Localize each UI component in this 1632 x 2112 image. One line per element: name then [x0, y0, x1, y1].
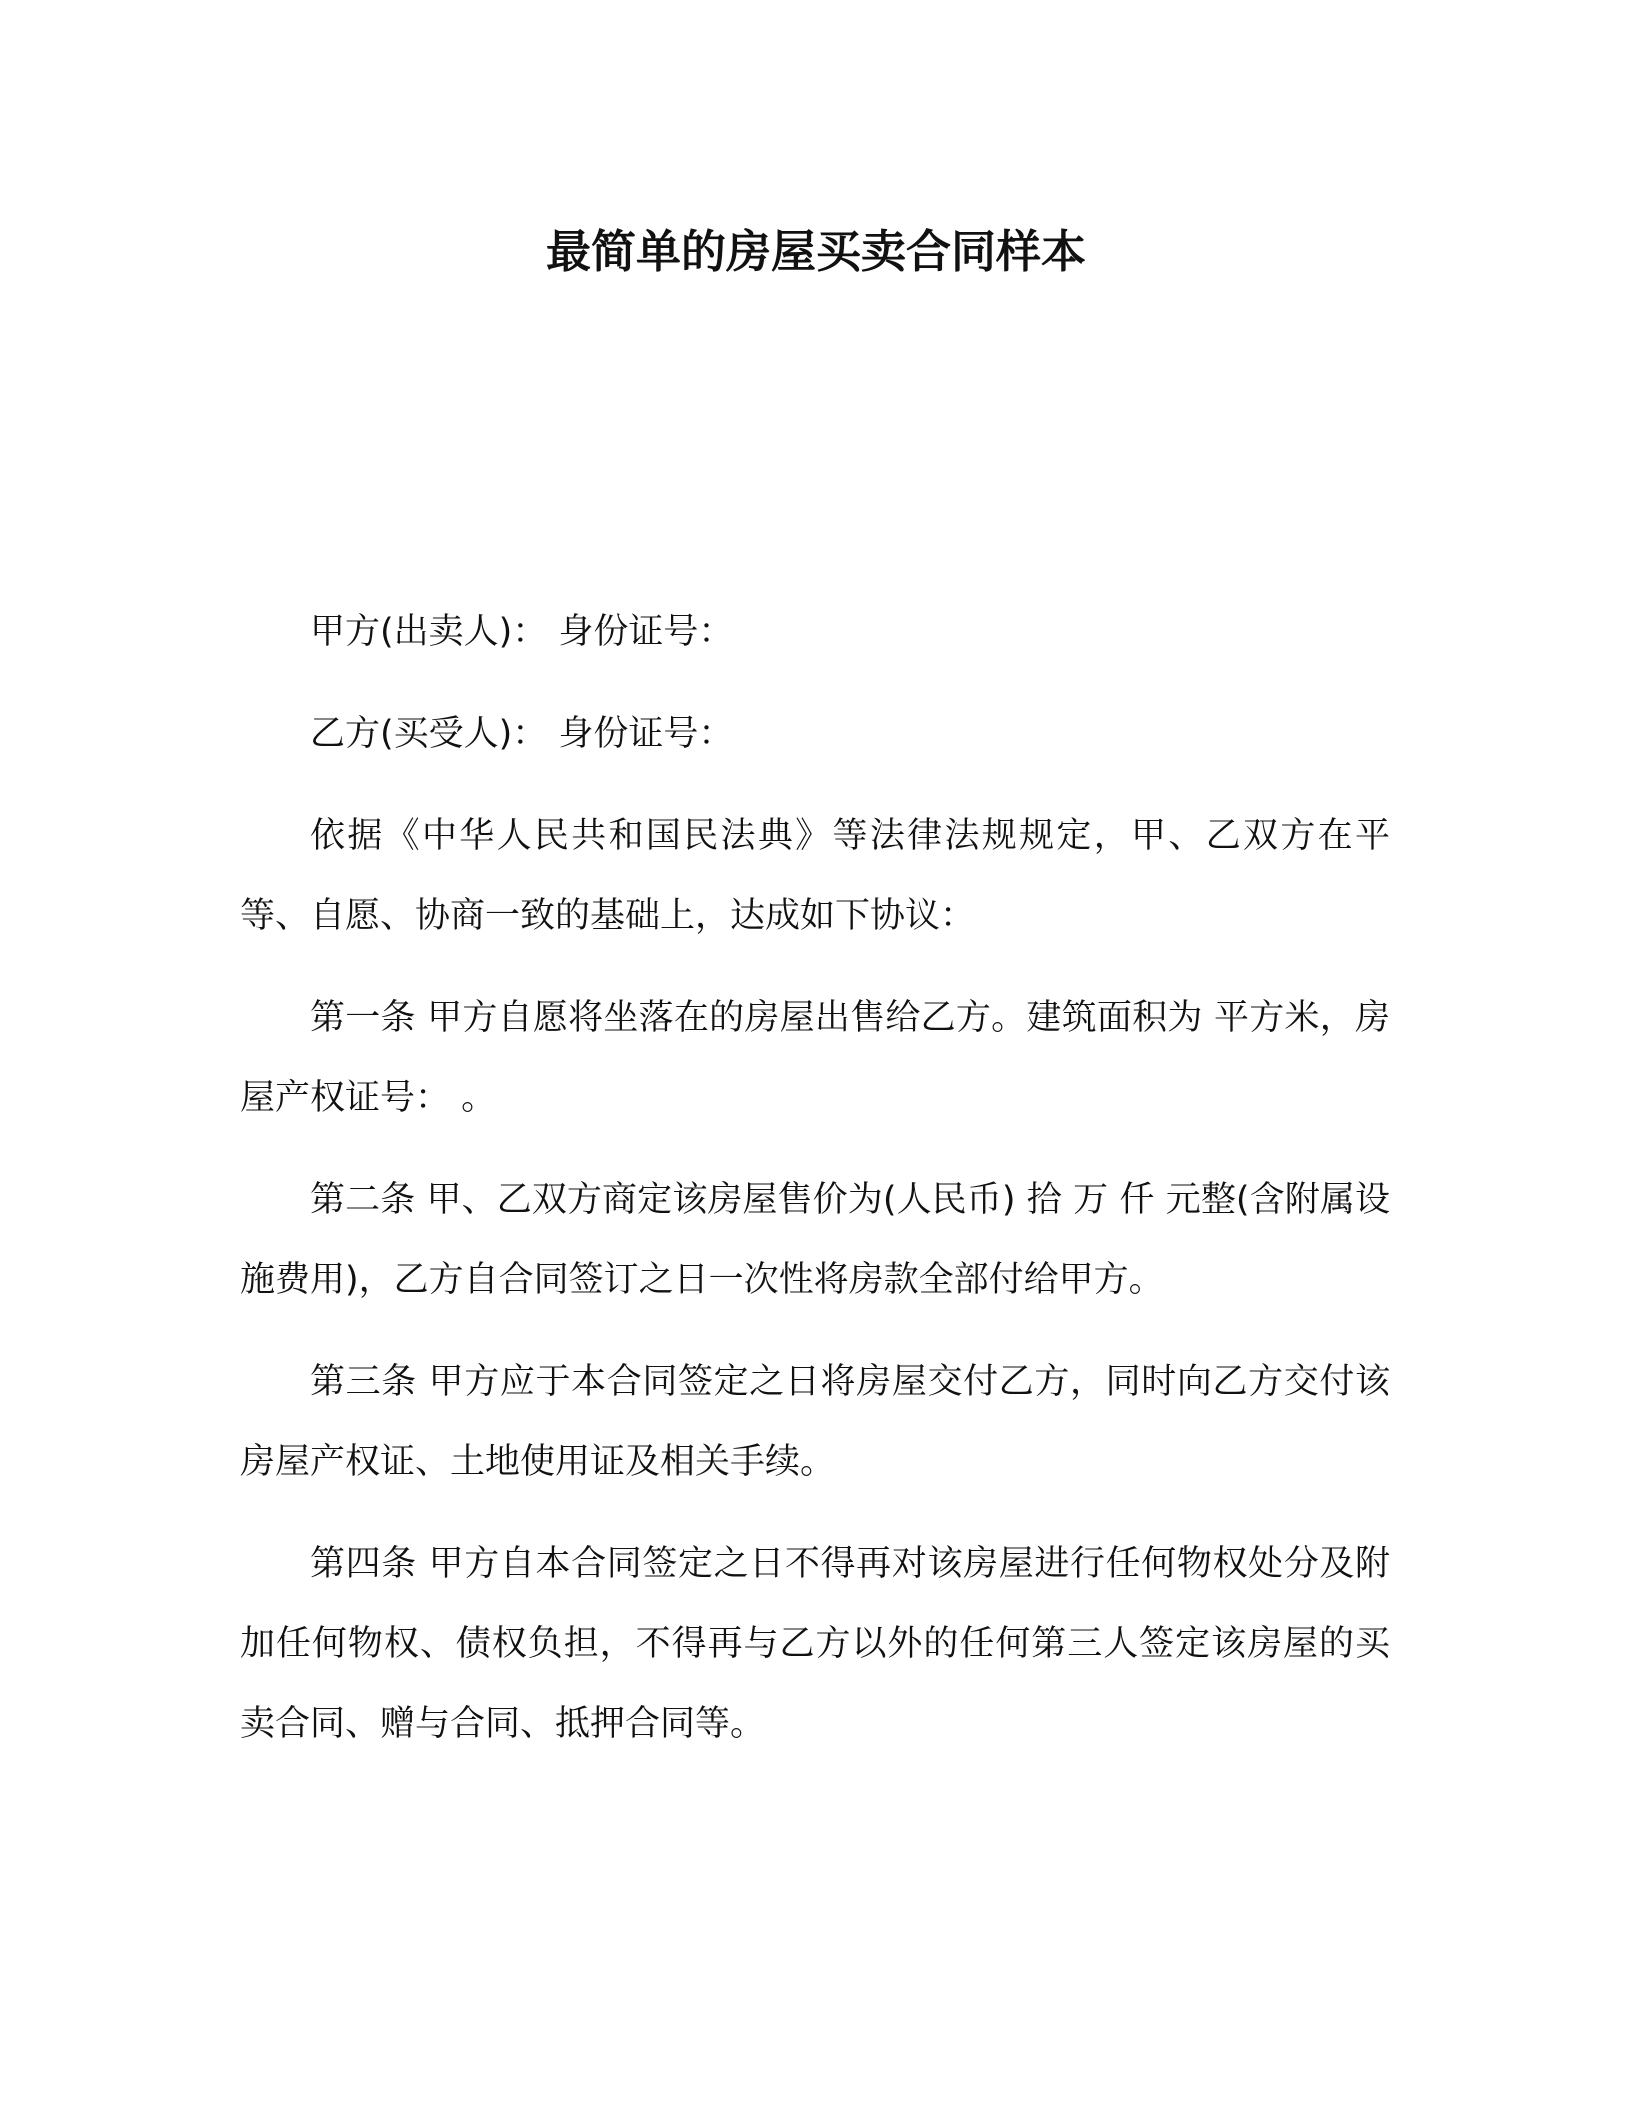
article-4-paragraph: 第四条 甲方自本合同签定之日不得再对该房屋进行任何物权处分及附加任何物权、债权负担，不得再与乙方以外的任何第三人签定该房屋的买卖合同、赠与合同、抵押合同等。: [240, 1544, 1390, 1744]
article-1-paragraph: 第一条 甲方自愿将坐落在的房屋出售给乙方。建筑面积为 平方米，房屋产权证号： 。: [240, 998, 1390, 1118]
preamble-paragraph: 依据《中华人民共和国民法典》等法律法规规定，甲、乙双方在平等、自愿、协商一致的基础上，达成如下协议：: [240, 816, 1390, 936]
document-body: [240, 592, 1390, 1786]
seller-line: 甲方(出卖人)： 身份证号：: [310, 612, 734, 652]
buyer-line: 乙方(买受人)： 身份证号：: [310, 714, 734, 754]
article-2-paragraph: 第二条 甲、乙双方商定该房屋售价为(人民币) 拾 万 仟 元整(含附属设施费用)，乙方自合同签订之日一次性将房款全部付给甲方。: [240, 1180, 1390, 1300]
article-3-paragraph: 第三条 甲方应于本合同签定之日将房屋交付乙方，同时向乙方交付该房屋产权证、土地使用证及相关手续。: [240, 1362, 1390, 1482]
document-title: 最简单的房屋买卖合同样本: [545, 225, 1086, 278]
